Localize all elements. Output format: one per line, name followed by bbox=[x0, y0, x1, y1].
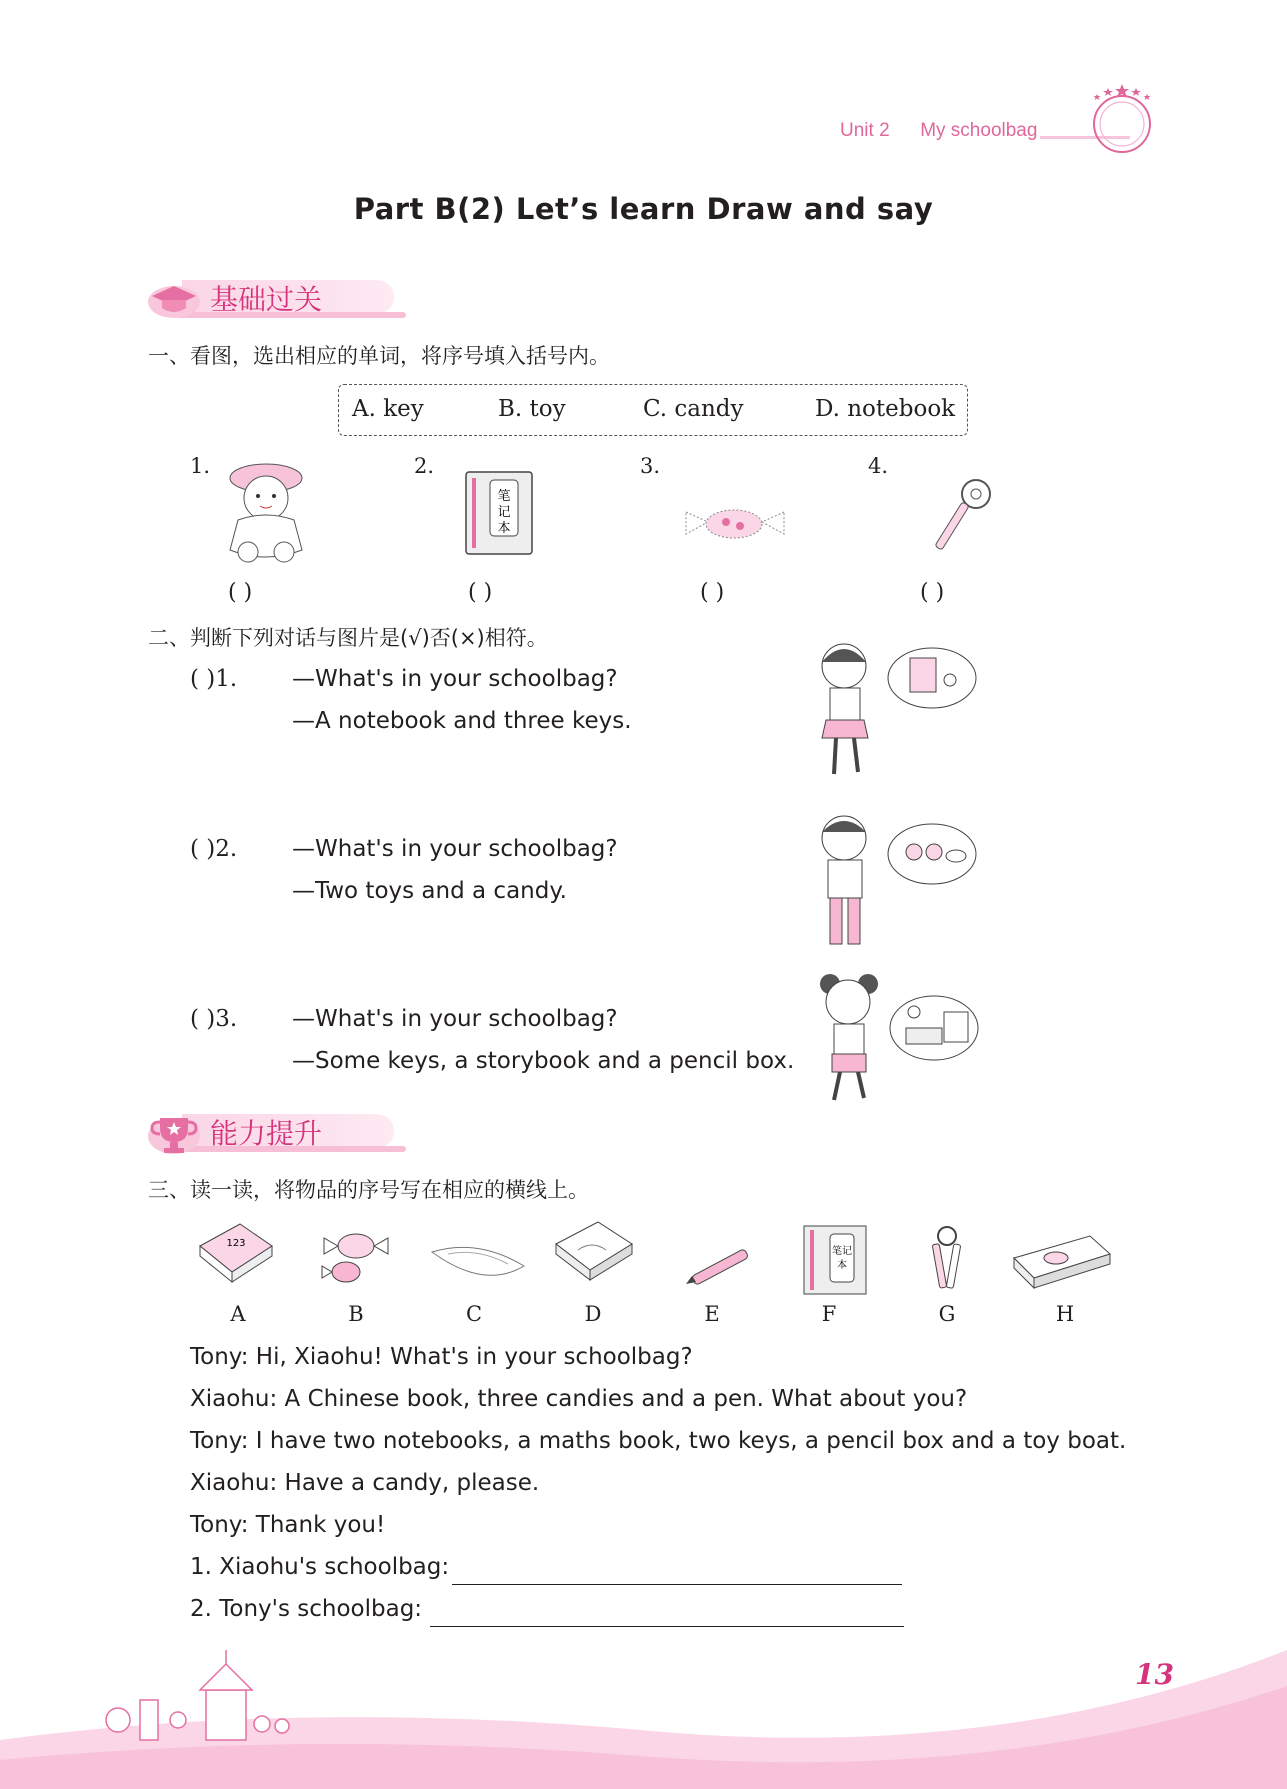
trophy-icon bbox=[146, 1110, 202, 1158]
item-letter-f: F bbox=[821, 1302, 837, 1326]
doll-toy-icon bbox=[212, 456, 320, 566]
blank-label-tony: 2. Tony's schoolbag: bbox=[190, 1596, 423, 1622]
q2-item-3-question: —What's in your schoolbag? bbox=[292, 1006, 618, 1032]
item-letter-g: G bbox=[938, 1302, 956, 1326]
girl-thinking-storybook-illustration bbox=[810, 968, 980, 1108]
q1-answer-paren-1[interactable]: ( ) bbox=[228, 580, 253, 605]
q1-answer-paren-4[interactable]: ( ) bbox=[920, 580, 945, 605]
q1-item-2-number: 2. bbox=[414, 454, 435, 478]
svg-text:本: 本 bbox=[837, 1260, 847, 1271]
key-icon bbox=[930, 474, 996, 558]
chinese-book-icon bbox=[548, 1216, 638, 1296]
page-number: 13 bbox=[1135, 1658, 1174, 1691]
q1-item-4-number: 4. bbox=[868, 454, 889, 478]
section-banner-basic bbox=[146, 276, 426, 320]
item-letter-d: D bbox=[584, 1302, 602, 1326]
keys-icon bbox=[924, 1224, 970, 1296]
q1-item-3-number: 3. bbox=[640, 454, 661, 478]
girl-thinking-notebook-illustration bbox=[810, 636, 980, 786]
dialogue-line-1: Tony: Hi, Xiaohu! What's in your schoolbag? bbox=[190, 1344, 693, 1370]
header-unit bbox=[840, 120, 1037, 142]
pen-icon bbox=[680, 1244, 756, 1294]
item-letter-h: H bbox=[1055, 1302, 1075, 1326]
q2-instruction: 二、判断下列对话与图片是(√)否(×)相符。 bbox=[148, 626, 548, 650]
q2-item-1-answer: —A notebook and three keys. bbox=[292, 708, 632, 734]
q2-item-1-question: —What's in your schoolbag? bbox=[292, 666, 618, 692]
unit-topic: My schoolbag bbox=[920, 120, 1038, 141]
svg-text:笔: 笔 bbox=[497, 489, 511, 504]
option-c: C. candy bbox=[643, 396, 744, 422]
svg-text:本: 本 bbox=[497, 521, 511, 536]
graduation-cap-icon bbox=[146, 276, 202, 320]
q2-item-2-question: —What's in your schoolbag? bbox=[292, 836, 618, 862]
section-label-advanced: 能力提升 bbox=[210, 1117, 323, 1150]
item-letter-b: B bbox=[348, 1302, 364, 1326]
section-label-basic: 基础过关 bbox=[210, 283, 323, 316]
q1-answer-paren-3[interactable]: ( ) bbox=[700, 580, 725, 605]
footer-wave-decoration bbox=[0, 1640, 1287, 1789]
dialogue-line-4: Xiaohu: Have a candy, please. bbox=[190, 1470, 540, 1496]
notebooks-icon bbox=[800, 1222, 872, 1298]
item-letter-e: E bbox=[704, 1302, 720, 1326]
q3-instruction: 三、读一读，将物品的序号写在相应的横线上。 bbox=[148, 1178, 589, 1202]
candy-icon bbox=[682, 504, 788, 546]
unit-label: Unit 2 bbox=[840, 120, 890, 141]
svg-text:笔记: 笔记 bbox=[832, 1246, 852, 1257]
answer-blank-xiaohu[interactable] bbox=[452, 1584, 902, 1585]
candies-icon bbox=[316, 1222, 396, 1292]
item-letter-c: C bbox=[465, 1302, 483, 1326]
svg-text:记: 记 bbox=[497, 505, 511, 520]
dialogue-line-2: Xiaohu: A Chinese book, three candies and a pen. What about you? bbox=[190, 1386, 968, 1412]
q2-item-3-answer: —Some keys, a storybook and a pencil box. bbox=[292, 1048, 795, 1074]
answer-blank-tony[interactable] bbox=[430, 1626, 904, 1627]
q1-item-1-number: 1. bbox=[190, 454, 211, 478]
pencil-box-icon bbox=[1010, 1230, 1114, 1294]
q2-item-2-prefix[interactable]: ( )2. bbox=[190, 836, 238, 862]
notebook-icon bbox=[462, 468, 538, 560]
q2-item-1-prefix[interactable]: ( )1. bbox=[190, 666, 238, 692]
dialogue-line-5: Tony: Thank you! bbox=[190, 1512, 386, 1538]
item-letter-a: A bbox=[230, 1302, 246, 1326]
toy-boat-icon bbox=[428, 1232, 528, 1292]
option-a: A. key bbox=[352, 396, 424, 422]
dialogue-line-3: Tony: I have two notebooks, a maths book, two keys, a pencil box and a toy boat. bbox=[190, 1428, 1127, 1454]
maths-book-icon bbox=[190, 1216, 280, 1296]
option-d: D. notebook bbox=[815, 396, 956, 422]
q1-instruction: 一、看图，选出相应的单词，将序号填入括号内。 bbox=[148, 344, 610, 368]
q2-item-2-answer: —Two toys and a candy. bbox=[292, 878, 567, 904]
q2-item-3-prefix[interactable]: ( )3. bbox=[190, 1006, 238, 1032]
q1-answer-paren-2[interactable]: ( ) bbox=[468, 580, 493, 605]
logo-seal-icon bbox=[1082, 80, 1162, 160]
blank-label-xiaohu: 1. Xiaohu's schoolbag: bbox=[190, 1554, 450, 1580]
boy-thinking-toys-illustration bbox=[810, 808, 980, 958]
svg-text:123: 123 bbox=[226, 1238, 246, 1249]
option-b: B. toy bbox=[498, 396, 566, 422]
page-title: Part B(2) Let’s learn Draw and say bbox=[353, 192, 934, 226]
section-banner-advanced bbox=[146, 1110, 426, 1154]
